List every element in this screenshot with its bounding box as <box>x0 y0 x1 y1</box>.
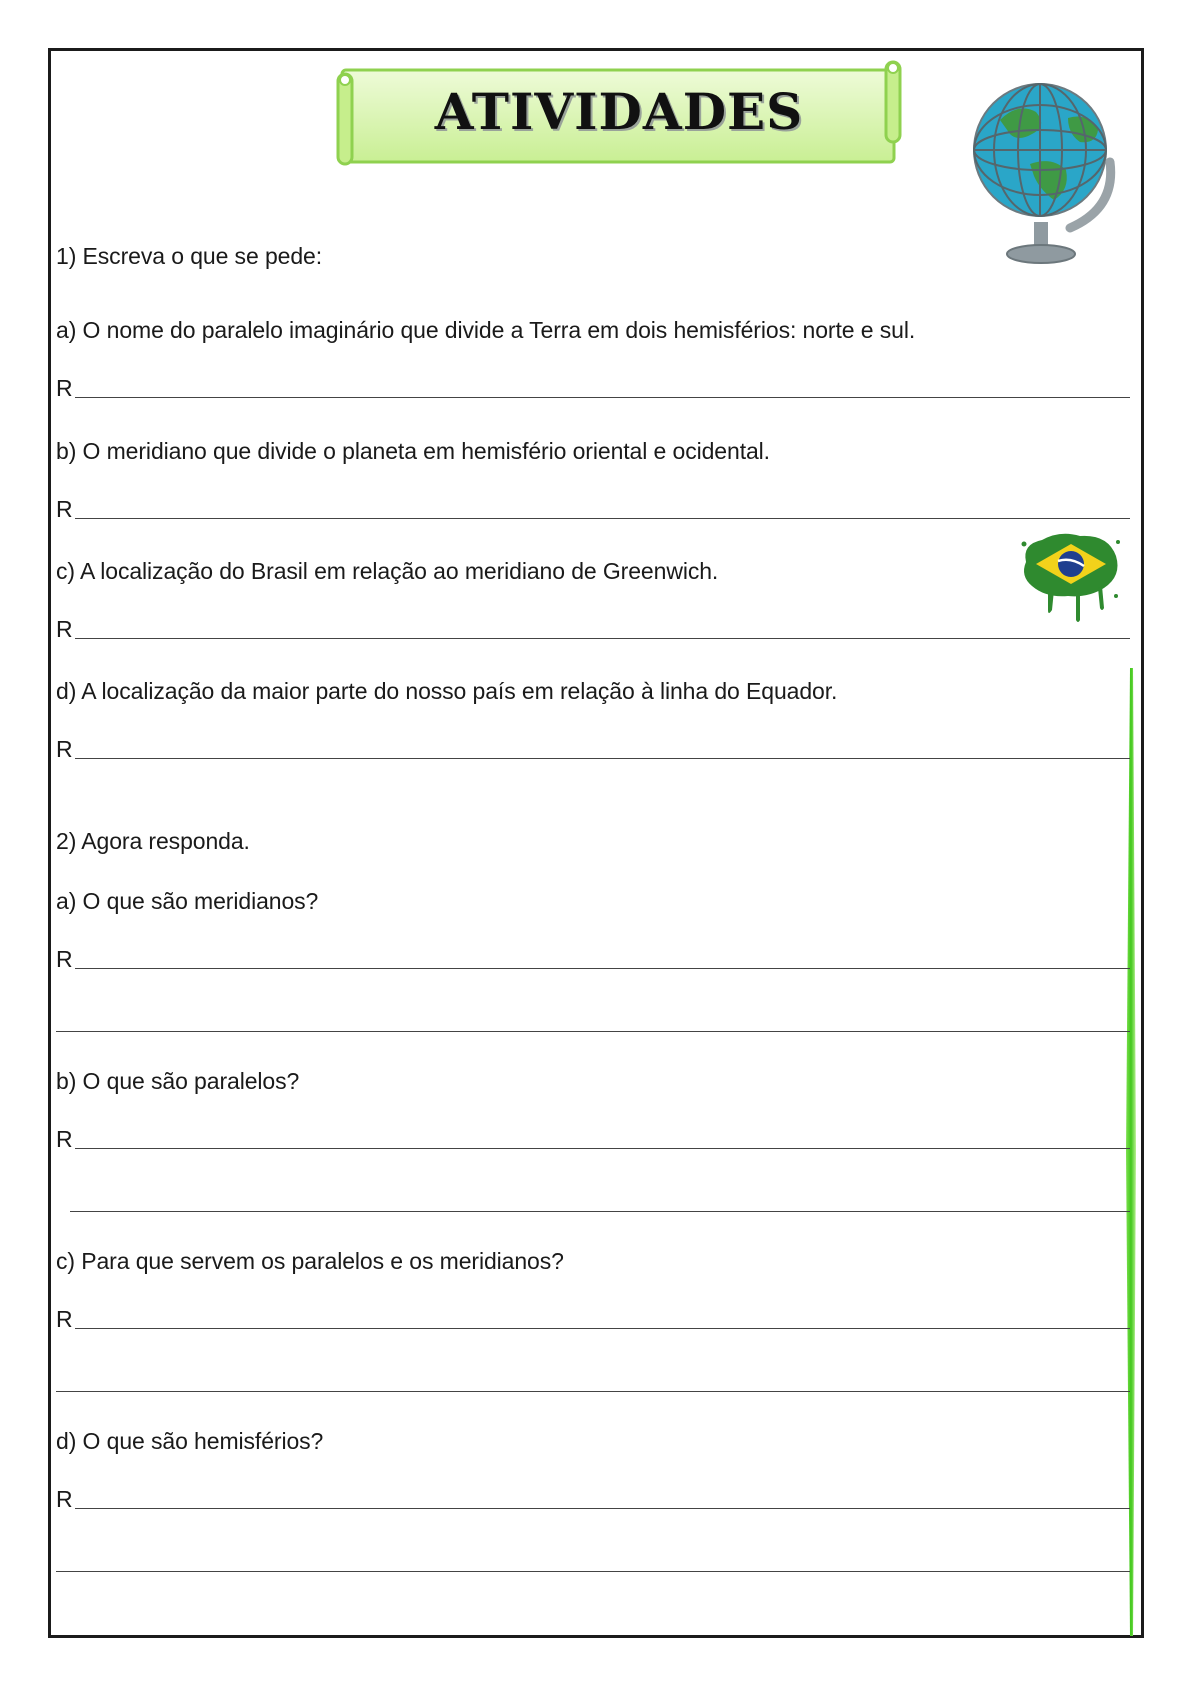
section2-heading: 2) Agora responda. <box>56 828 250 854</box>
answer-field-1c[interactable] <box>56 615 1130 643</box>
answer-line-2d-extra[interactable] <box>56 1571 1130 1572</box>
section1-heading: 1) Escreva o que se pede: <box>56 243 322 269</box>
answer-line-2a-extra[interactable] <box>56 1031 1130 1032</box>
answer-prefix: R <box>56 1486 73 1512</box>
question-1c: c) A localização do Brasil em relação ao meridiano de Greenwich. <box>56 558 719 584</box>
answer-prefix: R <box>56 616 73 642</box>
question-2c: c) Para que servem os paralelos e os meridianos? <box>56 1248 564 1274</box>
answer-prefix: R <box>56 1126 73 1152</box>
answer-field-2d[interactable] <box>56 1485 1130 1513</box>
answer-field-1a[interactable] <box>56 374 1130 402</box>
answer-line-2c-extra[interactable] <box>56 1391 1130 1392</box>
question-1b: b) O meridiano que divide o planeta em hemisfério oriental e ocidental. <box>56 438 770 464</box>
answer-field-1d[interactable] <box>56 735 1130 763</box>
answer-field-2a[interactable] <box>56 945 1130 973</box>
question-2b: b) O que são paralelos? <box>56 1068 300 1094</box>
answer-prefix: R <box>56 946 73 972</box>
answer-prefix: R <box>56 1306 73 1332</box>
question-1d: d) A localização da maior parte do nosso país em relação à linha do Equador. <box>56 678 838 704</box>
answer-prefix: R <box>56 736 73 762</box>
answer-field-2b[interactable] <box>56 1125 1130 1153</box>
question-2d: d) O que são hemisférios? <box>56 1428 324 1454</box>
title-banner <box>330 58 908 170</box>
answer-line-2b-extra[interactable] <box>70 1211 1130 1212</box>
question-1a: a) O nome do paralelo imaginário que divide a Terra em dois hemisférios: norte e sul. <box>56 317 916 343</box>
answer-prefix: R <box>56 496 73 522</box>
question-2a: a) O que são meridianos? <box>56 888 319 914</box>
page-title: ATIVIDADES <box>434 82 804 141</box>
answer-field-1b[interactable] <box>56 495 1130 523</box>
answer-prefix: R <box>56 375 73 401</box>
answer-field-2c[interactable] <box>56 1305 1130 1333</box>
globe-icon <box>970 72 1120 277</box>
brazil-flag-icon <box>1018 524 1122 629</box>
